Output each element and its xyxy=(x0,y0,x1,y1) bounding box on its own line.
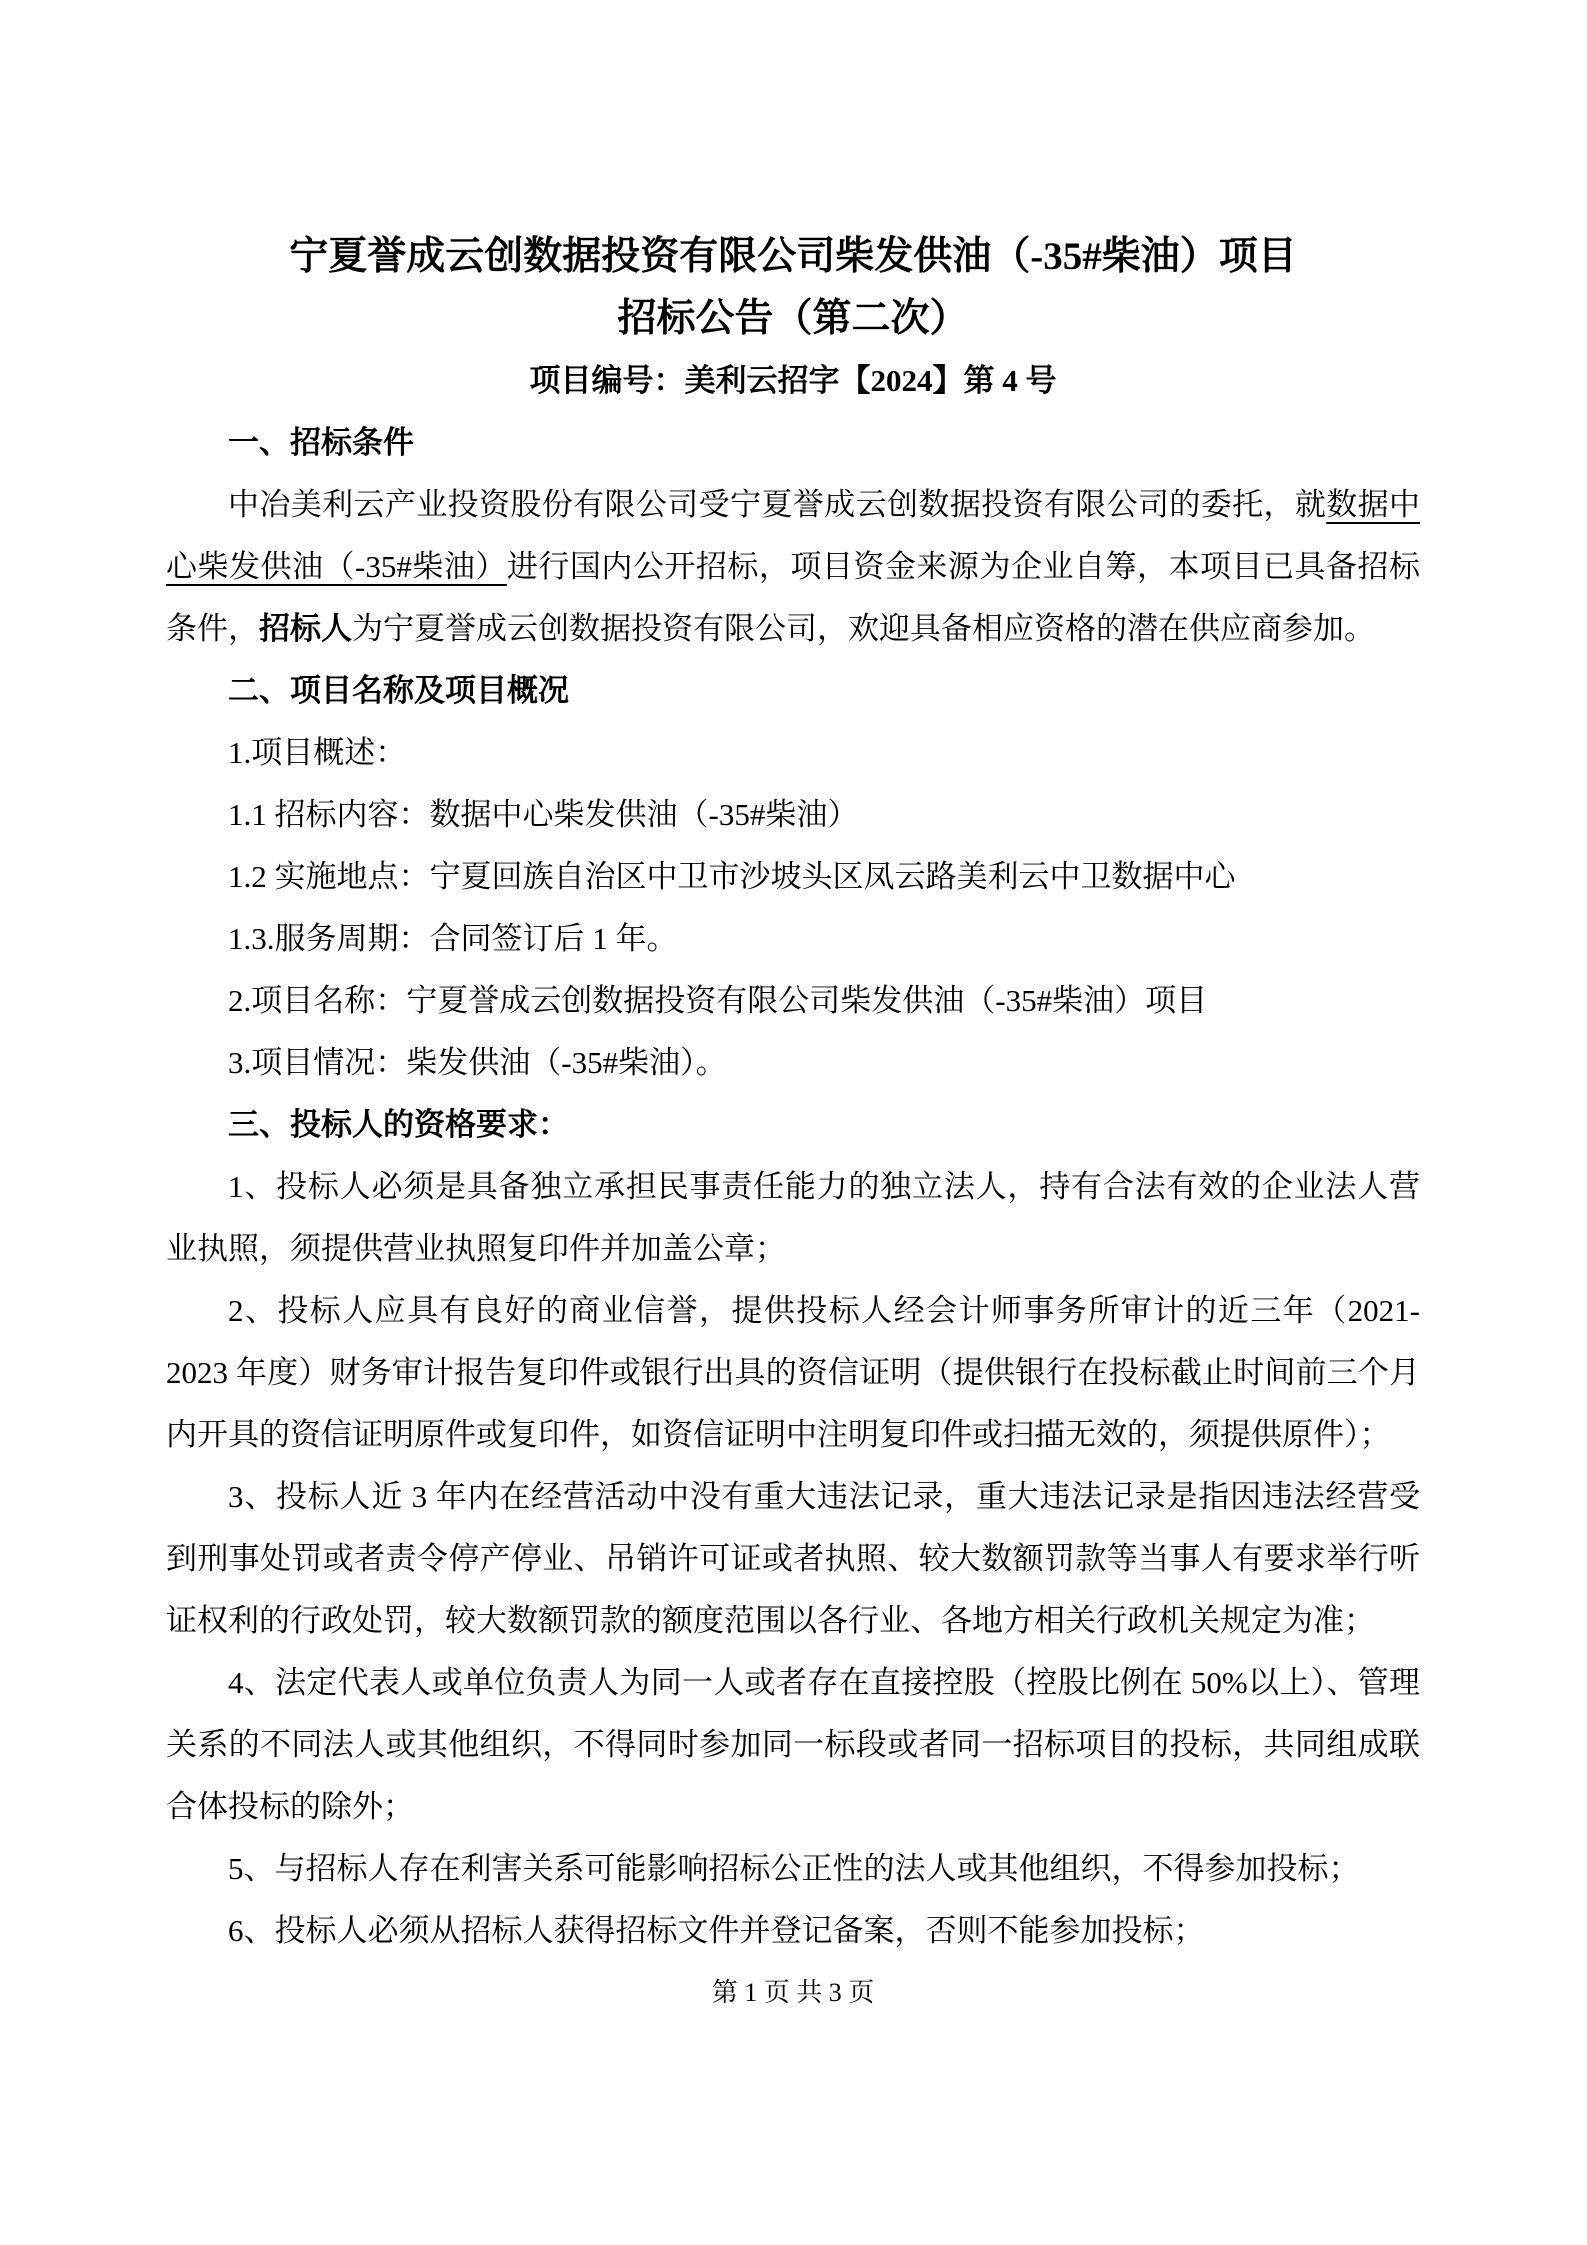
title-line-2: 招标公告（第二次） xyxy=(617,297,969,340)
section1-paragraph xyxy=(166,474,1420,660)
section2-item-project-name: 2.项目名称：宁夏誉成云创数据投资有限公司柴发供油（-35#柴油）项目 xyxy=(228,983,1208,1018)
underlined-text: 数据中心柴发供油（-35#柴油） xyxy=(166,487,1421,584)
section2-item-overview: 1.项目概述： xyxy=(228,735,407,770)
section2-heading: 二、项目名称及项目概况 xyxy=(228,673,569,708)
section3-item-1: 1、投标人必须是具备独立承担民事责任能力的独立法人，持有合法有效的企业法人营业执照，须提供营业执照复印件并加盖公章； xyxy=(166,1169,1420,1266)
document-title xyxy=(166,226,1420,350)
section2-item-location: 1.2 实施地点：宁夏回族自治区中卫市沙坡头区凤云路美利云中卫数据中心 xyxy=(228,859,1236,894)
document-body xyxy=(166,412,1420,2024)
section2-item-content: 1.1 招标内容：数据中心柴发供油（-35#柴油） xyxy=(228,797,859,832)
paragraph-segment: 为宁夏誉成云创数据投资有限公司，欢迎具备相应资格的潜在供应商参加。 xyxy=(352,611,1375,646)
bold-text: 招标人 xyxy=(259,611,352,646)
section3-item-3: 3、投标人近 3 年内在经营活动中没有重大违法记录，重大违法记录是指因违法经营受到刑事处罚或者责令停产停业、吊销许可证或者执照、较大数额罚款等当事人有要求举行听证权利的行政处罚，较大数额罚款的额度范围以各行业、各地方相关行政机关规定为准； xyxy=(166,1479,1420,1638)
section1-heading: 一、招标条件 xyxy=(228,425,414,460)
section3-item-5: 5、与招标人存在利害关系可能影响招标公正性的法人或其他组织，不得参加投标； xyxy=(228,1851,1360,1886)
section3-item-6: 6、投标人必须从招标人获得招标文件并登记备案，否则不能参加投标； xyxy=(228,1913,1205,1948)
section3-item-2: 2、投标人应具有良好的商业信誉，提供投标人经会计师事务所审计的近三年（2021-2023 年度）财务审计报告复印件或银行出具的资信证明（提供银行在投标截止时间前三个月内开具的资信证明原件或复印件，如资信证明中注明复印件或扫描无效的，须提供原件）； xyxy=(166,1293,1420,1452)
paragraph-segment: 进行国内公开招标，项目资金来源为企业自筹，本项目已具备招标条件， xyxy=(166,549,1420,646)
section2-item-period: 1.3.服务周期：合同签订后 1 年。 xyxy=(228,921,678,956)
section2-item-project-info: 3.项目情况：柴发供油（-35#柴油）。 xyxy=(228,1045,727,1080)
section3-item-4: 4、法定代表人或单位负责人为同一人或者存在直接控股（控股比例在 50%以上）、管理关系的不同法人或其他组织，不得同时参加同一标段或者同一招标项目的投标，共同组成联合体投标的除外； xyxy=(166,1665,1420,1824)
section3-heading: 三、投标人的资格要求： xyxy=(228,1107,569,1142)
project-number: 项目编号：美利云招字【2024】第 4 号 xyxy=(529,363,1057,398)
page-footer: 第 1 页 共 3 页 xyxy=(711,1978,875,2007)
paragraph-segment: 中冶美利云产业投资股份有限公司受宁夏誉成云创数据投资有限公司的委托，就 xyxy=(228,487,1327,522)
title-line-1: 宁夏誉成云创数据投资有限公司柴发供油（-35#柴油）项目 xyxy=(289,235,1297,278)
